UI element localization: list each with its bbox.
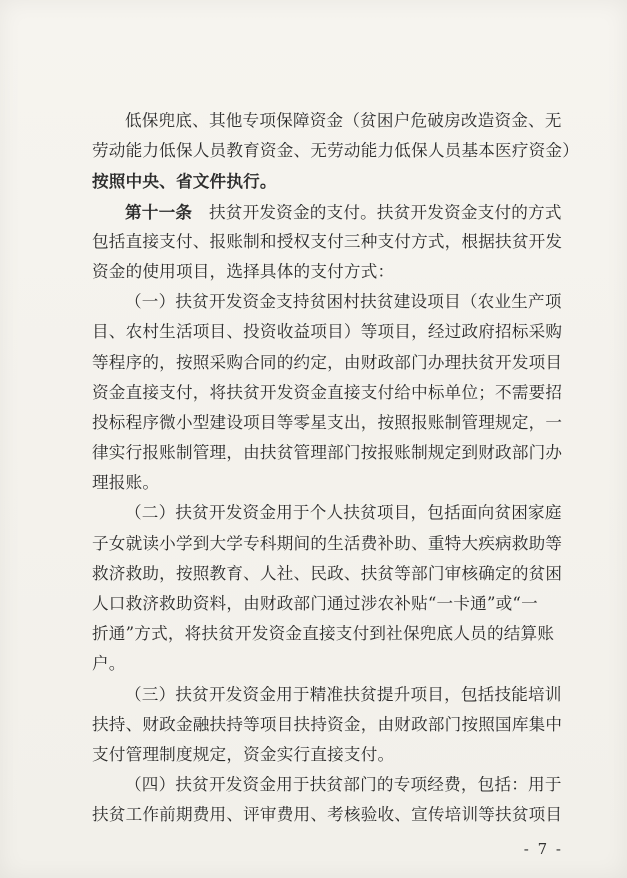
text-line: 投标程序微小型建设项目等零星支出，按照报账制管理规定，一 bbox=[92, 412, 563, 432]
text-line: 救济救助，按照教育、人社、民政、扶贫等部门审核确定的贫困 bbox=[92, 563, 563, 583]
text-line: 律实行报账制管理，由扶贫管理部门按报账制规定到财政部门办 bbox=[92, 443, 563, 463]
text-line: 资金直接支付，将扶贫开发资金直接支付给中标单位；不需要招 bbox=[92, 382, 563, 402]
text-line: 扶持、财政金融扶持等项目扶持资金，由财政部门按照国库集中 bbox=[92, 714, 563, 734]
article-heading-line bbox=[92, 197, 562, 227]
article-title: 扶贫开发资金的支付。扶贫开发资金支付的方式 bbox=[192, 202, 562, 222]
text-line: （二）扶贫开发资金用于个人扶贫项目，包括面向贫困家庭 bbox=[125, 503, 562, 523]
text-line: 劳动能力低保人员教育资金、无劳动能力低保人员基本医疗资金） bbox=[92, 141, 580, 161]
text-line: 扶贫工作前期费用、评审费用、考核验收、宣传培训等扶贫项目 bbox=[92, 805, 563, 825]
text-line: 资金的使用项目，选择具体的支付方式： bbox=[92, 261, 395, 281]
page-number: - 7 - bbox=[523, 840, 563, 858]
text-line: 低保兜底、其他专项保障资金（贫困户危破房改造资金、无 bbox=[125, 111, 562, 130]
text-line: （一）扶贫开发资金支持贫困村扶贫建设项目（农业生产项 bbox=[125, 292, 562, 312]
text-line: （三）扶贫开发资金用于精准扶贫提升项目，包括技能培训 bbox=[125, 684, 562, 704]
text-line: 理报账。 bbox=[92, 473, 160, 493]
text-line: 子女就读小学到大学专科期间的生活费补助、重特大疾病救助等 bbox=[92, 533, 563, 553]
text-line: 户。 bbox=[92, 654, 126, 674]
article-number: 第十一条 bbox=[125, 201, 193, 222]
text-line: 支付管理制度规定，资金实行直接支付。 bbox=[92, 744, 395, 764]
text-line: 人口救济救助资料，由财政部门通过涉农补贴“一卡通”或“一 bbox=[92, 594, 538, 613]
text-line: 目、农村生活项目、投资收益项目）等项目，经过政府招标采购 bbox=[92, 322, 563, 342]
text-line: 包括直接支付、报账制和授权支付三种支付方式，根据扶贫开发 bbox=[92, 231, 563, 251]
text-line: 折通”方式，将扶贫开发资金直接支付到社保兜底人员的结算账 bbox=[92, 624, 555, 644]
document-body bbox=[92, 106, 580, 831]
text-line-bold: 按照中央、省文件执行。 bbox=[92, 171, 277, 192]
text-line: 等程序的，按照采购合同的约定，由财政部门办理扶贫开发项目 bbox=[92, 352, 563, 372]
text-line: （四）扶贫开发资金用于扶贫部门的专项经费，包括：用于 bbox=[125, 775, 562, 795]
